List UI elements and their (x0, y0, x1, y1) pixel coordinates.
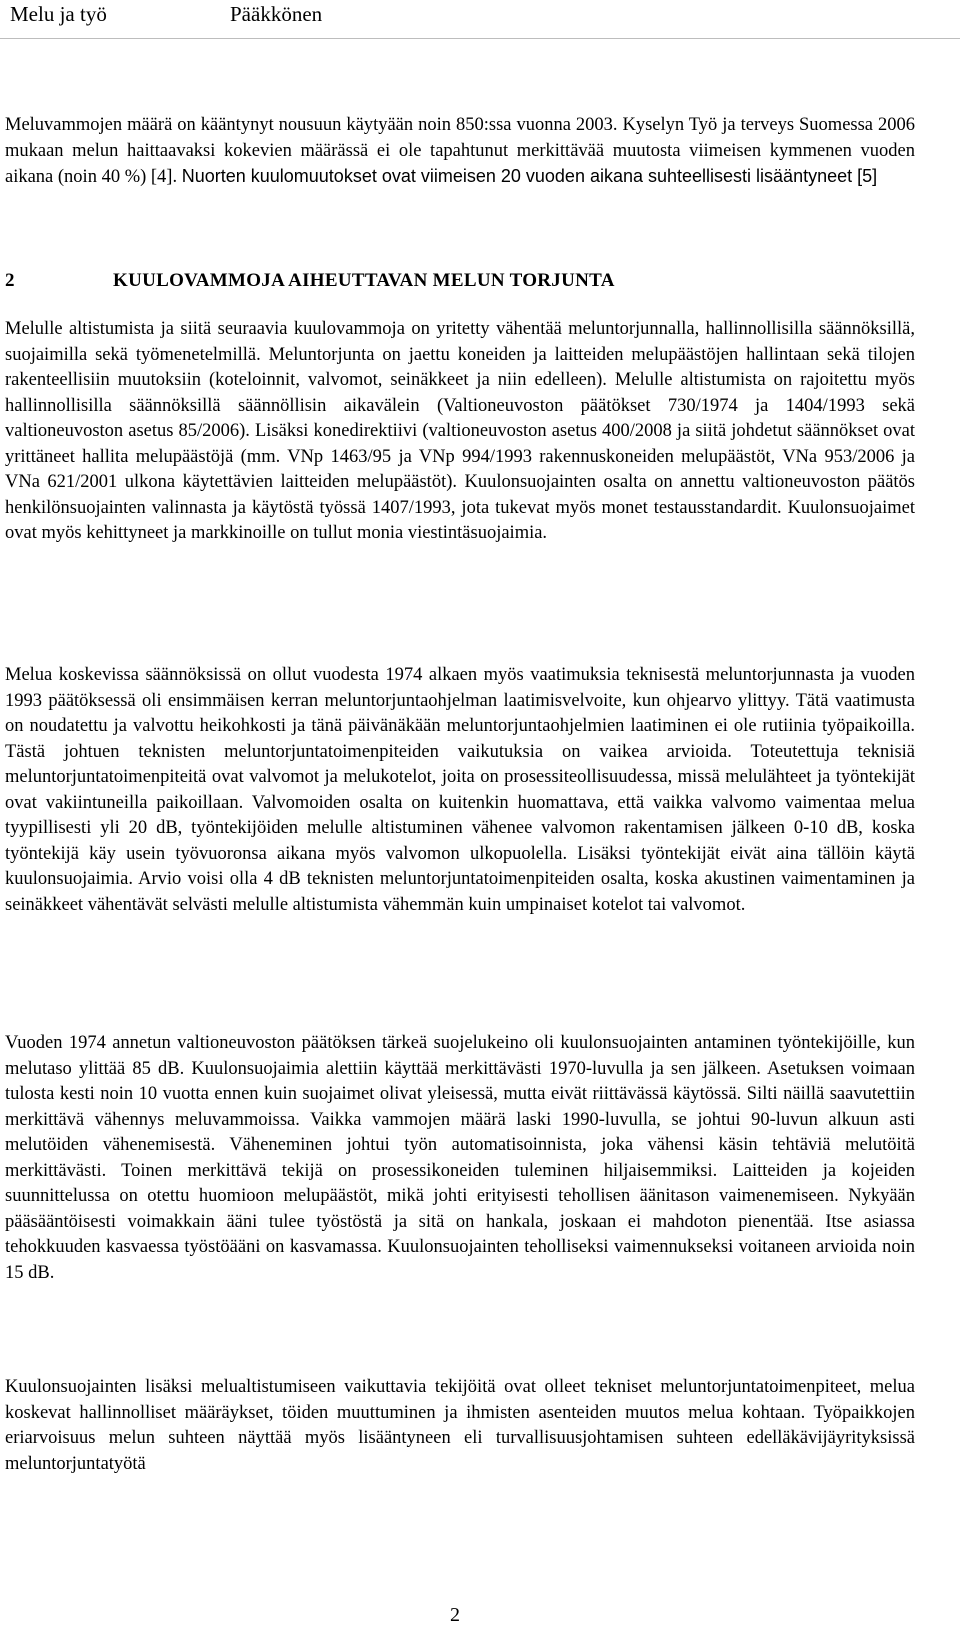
header-author: Pääkkönen (230, 2, 323, 26)
body-paragraph-2: Melua koskevissa säännöksissä on ollut vuodesta 1974 alkaen myös vaatimuksia teknisestä meluntorjunnasta ja vuoden 1993 päätöksessä oli ensimmäisen kerran meluntorjuntaohjelman laatimisvelvoite, kun ohjearvo ylittyy. Tätä vaatimusta on noudatettu ja valvottu heikohkosti ja tänä päivänäkään meluntorjuntaohjelmien laatiminen ei ole rutiinia työpaikoilla. Tästä johtuen teknisten meluntorjuntatoimenpiteiden vaikutuksia on vaikea arvioida. Toteutettuja teknisiä meluntorjuntatoimenpiteitä ovat valvomot ja melukotelot, joita on prosessiteollisuudessa, missä melulähteet ja työntekijät ovat vakiintuneilla paikoillaan. Valvomoiden osalta on kuitenkin huomattava, että vaikka valvomo vaimentaa melua tyypillisesti yli 20 dB, työntekijöiden melulle altistuminen vähenee valvomon rakentamisen jälkeen 0-10 dB, koska työntekijä käy usein työvuoronsa aikana myös valvomon ulkopuolella. Lisäksi työntekijät eivät aina tällöin käytä kuulonsuojaimia. Arvio voisi olla 4 dB teknisten meluntorjuntatoimenpiteiden osalta, koska akustinen vaimentaminen ja seinäkkeet vähentävät selvästi melulle altistumista vähemmän kuin umpinaiset kotelot tai valvomot. (5, 665, 915, 915)
section-title: KUULOVAMMOJA AIHEUTTAVAN MELUN TORJUNTA (113, 270, 615, 291)
intro-sans-text: Nuorten kuulomuutokset ovat viimeisen 20 vuoden aikana suhteellisesti lisääntyneet [5] (181, 166, 878, 186)
page-header (0, 0, 960, 39)
body-paragraph-4: Kuulonsuojainten lisäksi melualtistumiseen vaikuttavia tekijöitä ovat olleet tekniset meluntorjuntatoimenpiteet, melua koskevat hallinnolliset määräykset, töiden muuttuminen ja ihmisten asenteiden muutos melua kohtaan. Työpaikkojen eriarvoisuus melun suhteen näyttää myös lisääntyneen eli turvallisuusjohtamisen suhteen edelläkävijäyrityksissä meluntorjuntatyötä (5, 1377, 915, 1474)
page-number: 2 (450, 1604, 460, 1626)
header-title: Melu ja työ (10, 2, 107, 26)
intro-serif-text: Meluvammojen määrä on kääntynyt nousuun käytyään noin 850:ssa vuonna 2003. Kyselyn Työ ja terveys Suomessa 2006 mukaan melun haittaavaksi kokevien määrässä ei ole tapahtunut merkittävää muutosta viimeisen kymmenen vuoden aikana (noin 40 %) [4]. (5, 115, 915, 187)
intro-paragraph (5, 113, 915, 191)
section-heading (5, 270, 615, 292)
section-number: 2 (5, 270, 15, 291)
body-paragraph-1: Melulle altistumista ja siitä seuraavia kuulovammoja on yritetty vähentää meluntorjunnalla, hallinnollisilla säännöksillä, suojaimilla sekä työmenetelmillä. Meluntorjunta on jaettu koneiden ja laitteiden melupäästöjen hallintaan sekä tilojen rakenteellisiin muutoksiin (koteloinnit, valvomot, seinäkkeet ja niin edelleen). Melulle altistumista on rajoitettu myös hallinnollisilla säännöksillä säännöllisin aikavälein (Valtioneuvoston päätökset 730/1974 ja 1404/1993 sekä valtioneuvoston asetus 85/2006). Lisäksi konedirektiivi (valtioneuvoston asetus 400/2008 ja siitä johdetut säännökset ovat yrittäneet hallita melupäästöjä (mm. VNp 1463/95 ja VNp 994/1993 rakennuskoneiden melupäästöt, VNa 953/2006 ja VNa 621/2001 ulkona käytettävien laitteiden melupäästöt). Kuulonsuojainten osalta on annettu valtioneuvoston päätös henkilönsuojainten valinnasta ja käytöstä työssä 1407/1993, jota tukevat myös monet testausstandardit. Kuulonsuojaimet ovat myös kehittyneet ja markkinoille on tullut monia viestintäsuojaimia. (5, 319, 915, 543)
body-paragraph-3: Vuoden 1974 annetun valtioneuvoston päätöksen tärkeä suojelukeino oli kuulonsuojainten antaminen työntekijöille, kun melutaso ylittää 85 dB. Kuulonsuojaimia alettiin käyttää merkittävästi 1970-luvulla ja sen jälkeen. Asetuksen voimaan tulosta kesti noin 10 vuotta ennen kuin suojaimet olivat yleisessä, mutta eivät riittävässä käytössä. Silti näillä saavutettiin merkittävä vähennys meluvammoissa. Vaikka vammojen määrä laski 1990-luvulla, se johtui 90-luvun alkuun asti melutöiden vähenemisestä. Väheneminen johtui työn automatisoinnista, joka vähensi käsin tehtäviä melutöitä merkittävästi. Toinen merkittävä tekijä on prosessikoneiden tuleminen hiljaisemmiksi. Laitteiden ja kojeiden suunnittelussa on otettu huomioon melupäästöt, mikä johti erityisesti tehollisen äänitason vaimenemiseen. Nykyään pääsääntöisesti voimakkain ääni tulee työstöstä ja sitä on hankala, joskaan ei mahdoton pienentää. Itse asiassa tehokkuuden kasvaessa työstöääni on kasvamassa. Kuulonsuojainten teholliseksi vaimennukseksi voitaneen arvioida noin 15 dB. (5, 1033, 915, 1283)
